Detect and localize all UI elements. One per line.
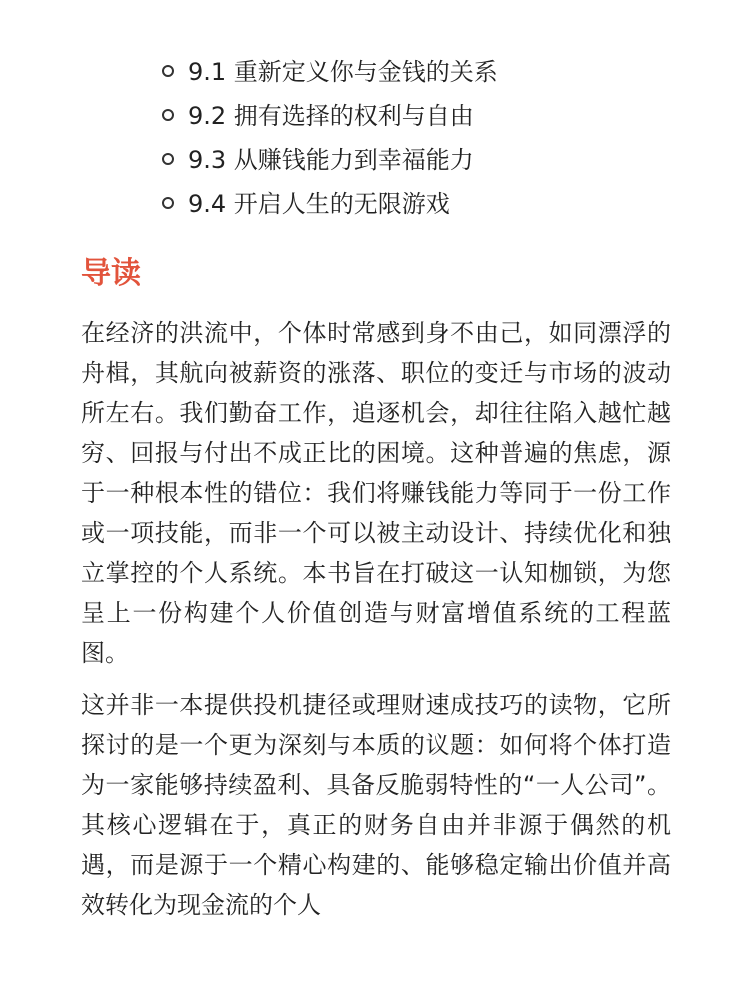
section-body [81, 313, 671, 937]
toc-item-9-3[interactable] [0, 138, 750, 182]
body-paragraph: 在经济的洪流中，个体时常感到身不由己，如同漂浮的舟楫，其航向被薪资的涨落、职位的变迁与市场的波动所左右。我们勤奋工作，追逐机会，却往往陷入越忙越穷、回报与付出不成正比的困境。这种普遍的焦虑，源于一种根本性的错位：我们将赚钱能力等同于一份工作或一项技能，而非一个可以被主动设计、持续优化和独立掌控的个人系统。本书旨在打破这一认知枷锁，为您呈上一份构建个人价值创造与财富增值系统的工程蓝图。 [81, 319, 671, 667]
toc-item-label: 9.3 从赚钱能力到幸福能力 [188, 146, 474, 174]
toc-item-label: 9.4 开启人生的无限游戏 [188, 190, 450, 218]
toc-item-9-1[interactable] [0, 50, 750, 94]
hollow-circle-bullet-icon [162, 65, 174, 77]
toc-item-9-4[interactable] [0, 182, 750, 226]
hollow-circle-bullet-icon [162, 109, 174, 121]
toc-item-9-2[interactable] [0, 94, 750, 138]
chapter-subsection-list [0, 50, 750, 226]
body-paragraph: 这并非一本提供投机捷径或理财速成技巧的读物，它所探讨的是一个更为深刻与本质的议题：如何将个体打造为一家能够持续盈利、具备反脆弱特性的“一人公司”。其核心逻辑在于，真正的财务自由并非源于偶然的机遇，而是源于一个精心构建的、能够稳定输出价值并高效转化为现金流的个人 [81, 691, 671, 919]
toc-item-label: 9.1 重新定义你与金钱的关系 [188, 58, 498, 86]
hollow-circle-bullet-icon [162, 197, 174, 209]
toc-item-label: 9.2 拥有选择的权利与自由 [188, 102, 474, 130]
hollow-circle-bullet-icon [162, 153, 174, 165]
section-heading: 导读 [81, 256, 141, 291]
